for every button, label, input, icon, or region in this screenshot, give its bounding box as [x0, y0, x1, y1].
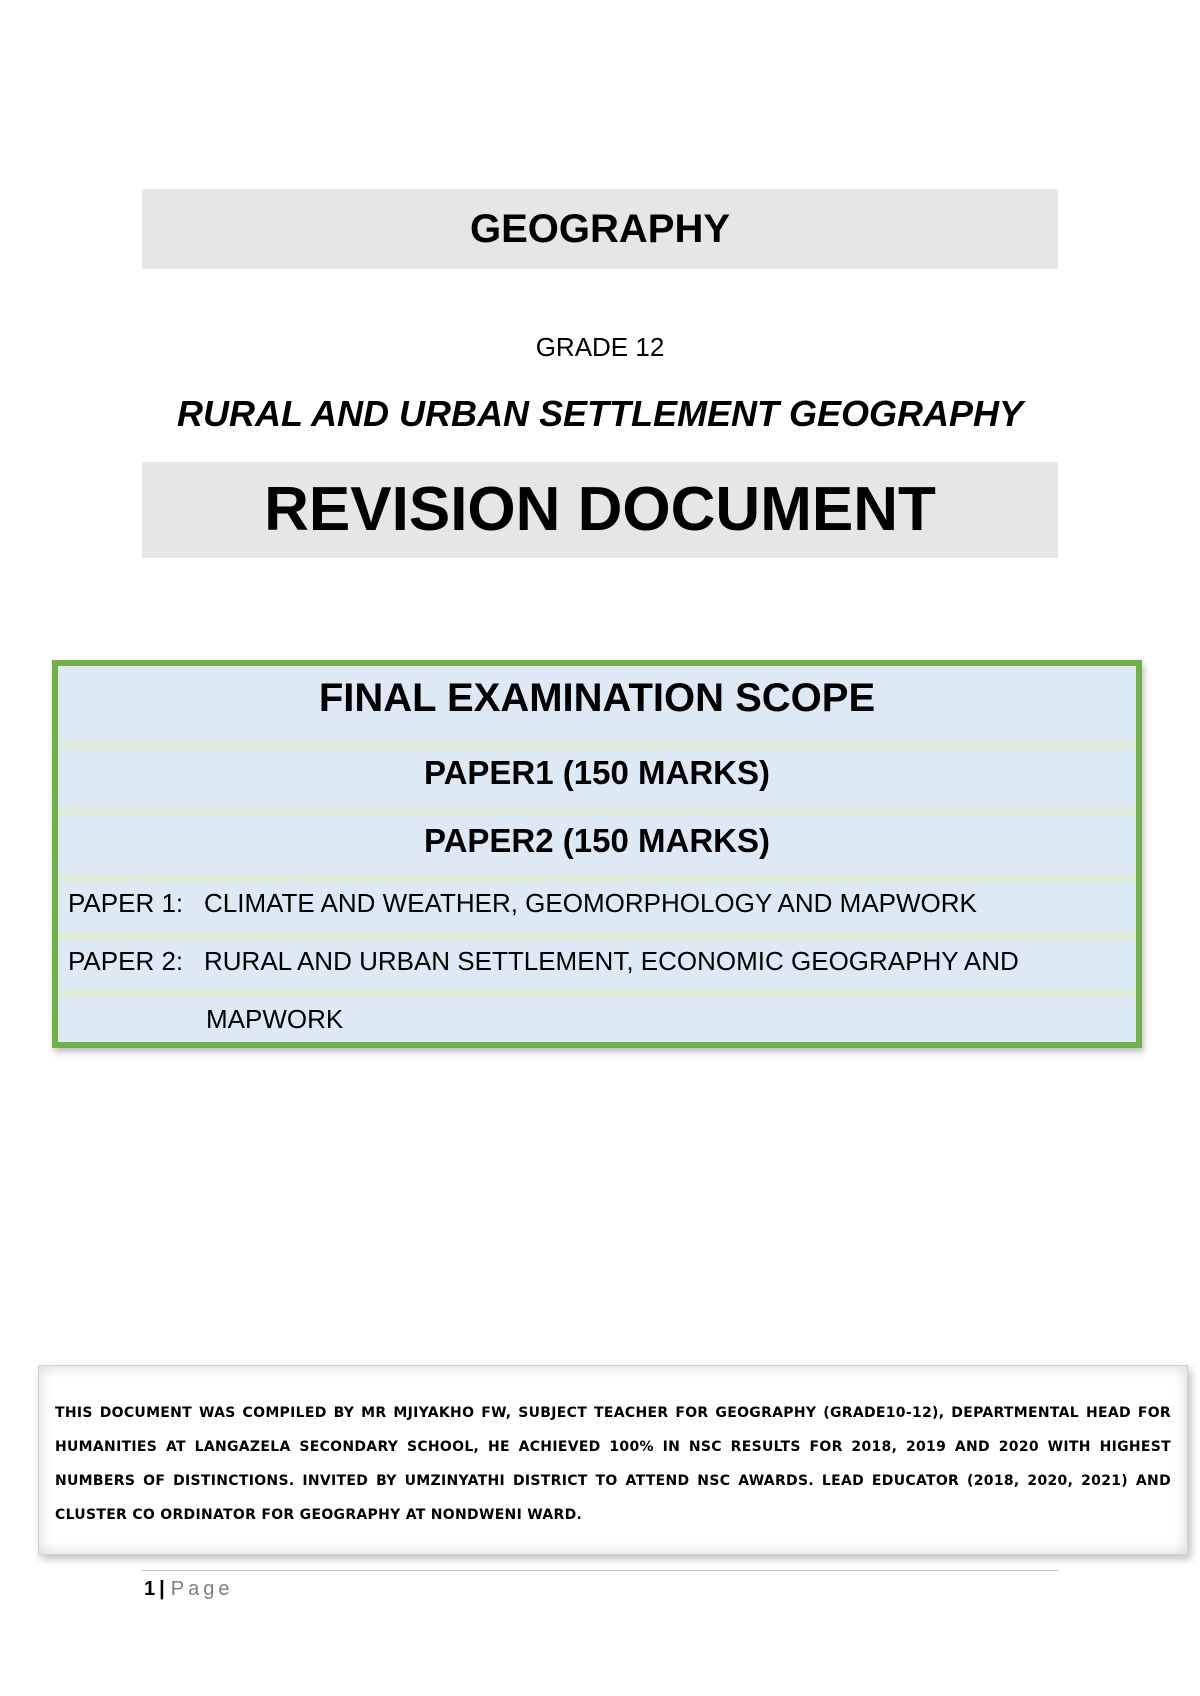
paper2-content-continued: MAPWORK	[206, 1004, 344, 1034]
page-separator: |	[159, 1578, 165, 1600]
paper2-scope-line	[68, 946, 1019, 977]
page-word: Page	[170, 1578, 234, 1600]
scope-row-divider	[58, 990, 1136, 998]
scope-row-divider	[58, 874, 1136, 882]
paper1-label: PAPER 1:	[68, 888, 184, 918]
topic-title: RURAL AND URBAN SETTLEMENT GEOGRAPHY	[176, 393, 1024, 434]
document-type-title: REVISION DOCUMENT	[142, 462, 1058, 558]
paper1-scope-line	[68, 888, 977, 919]
exam-scope-box	[52, 660, 1142, 1048]
scope-row-divider	[58, 932, 1136, 940]
scope-row-divider	[58, 742, 1136, 750]
author-credit-text: THIS DOCUMENT WAS COMPILED BY MR MJIYAKHO FW, SUBJECT TEACHER FOR GEOGRAPHY (GRADE10-12), DEPARTMENTAL HEAD FOR HUMANITIES AT LANGAZELA SECONDARY SCHOOL, HE ACHIEVED 100% IN NSC RESULTS FOR 2018, 2019 AND 2020 WITH HIGHEST NUMBERS OF DISTINCTIONS. INVITED BY UMZINYATHI DISTRICT TO ATTEND NSC AWARDS. LEAD EDUCATOR (2018, 2020, 2021) AND CLUSTER CO ORDINATOR FOR GEOGRAPHY AT NONDWENI WARD.	[55, 1405, 1171, 1523]
paper2-marks: PAPER2 (150 MARKS)	[424, 822, 770, 859]
page-number: 1	[144, 1578, 156, 1600]
grade-label: GRADE 12	[535, 332, 665, 362]
footer-divider	[142, 1570, 1058, 1571]
scope-row-divider	[58, 808, 1136, 816]
author-credit-box	[38, 1365, 1188, 1555]
paper2-label: PAPER 2:	[68, 946, 184, 976]
page-footer	[144, 1578, 233, 1601]
paper2-content: RURAL AND URBAN SETTLEMENT, ECONOMIC GEOGRAPHY AND	[204, 946, 1019, 976]
exam-scope-title: FINAL EXAMINATION SCOPE	[318, 676, 876, 720]
paper1-content: CLIMATE AND WEATHER, GEOMORPHOLOGY AND MAPWORK	[204, 888, 977, 918]
paper1-marks: PAPER1 (150 MARKS)	[424, 754, 770, 791]
subject-title: GEOGRAPHY	[142, 189, 1058, 269]
